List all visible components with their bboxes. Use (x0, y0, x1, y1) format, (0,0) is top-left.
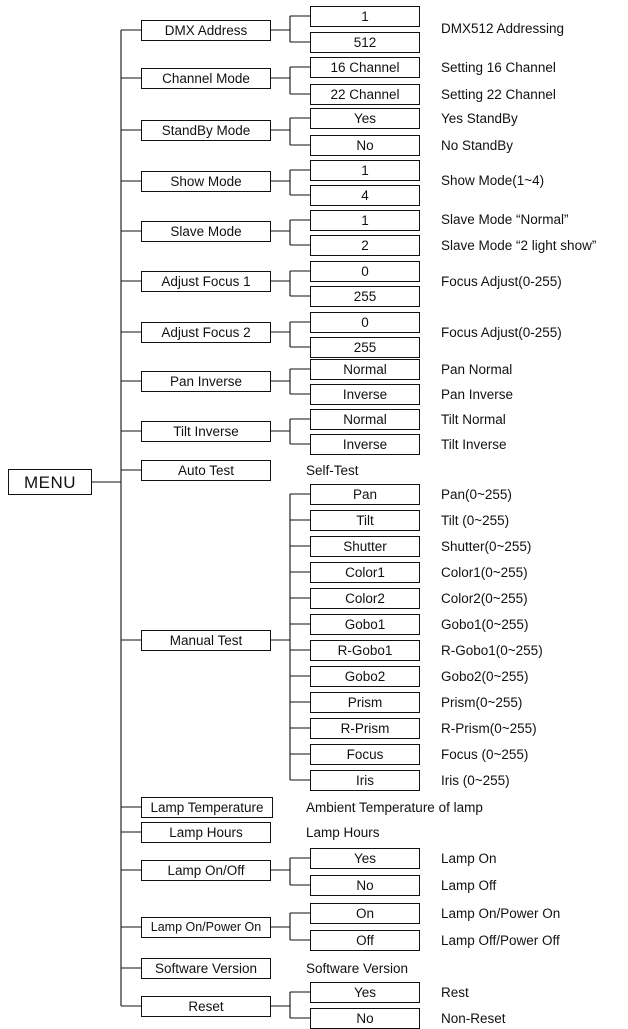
item-reset: Reset (141, 996, 271, 1017)
option-box: Normal (310, 359, 420, 380)
option-box: Focus (310, 744, 420, 765)
option-box: No (310, 875, 420, 896)
description-text: Slave Mode “2 light show” (441, 238, 597, 253)
option-box: Tilt (310, 510, 420, 531)
item-manual-test: Manual Test (141, 630, 271, 651)
option-box: Normal (310, 409, 420, 430)
description-text: Show Mode(1~4) (441, 173, 545, 188)
description-text: Lamp On (441, 851, 497, 866)
item-adjust-focus-1: Adjust Focus 1 (141, 271, 271, 292)
option-box: 512 (310, 32, 420, 53)
option-box: 255 (310, 337, 420, 358)
item-standby-mode: StandBy Mode (141, 120, 271, 141)
option-box: 4 (310, 185, 420, 206)
option-box: Pan (310, 484, 420, 505)
option-box: 1 (310, 210, 420, 231)
option-box: 0 (310, 312, 420, 333)
description-text: Self-Test (306, 463, 359, 478)
option-box: Gobo1 (310, 614, 420, 635)
item-tilt-inverse: Tilt Inverse (141, 421, 271, 442)
option-box: Gobo2 (310, 666, 420, 687)
option-box: Color1 (310, 562, 420, 583)
description-text: R-Gobo1(0~255) (441, 643, 543, 658)
option-box: R-Prism (310, 718, 420, 739)
description-text: Tilt Normal (441, 412, 506, 427)
option-box: Iris (310, 770, 420, 791)
item-dmx-address: DMX Address (141, 20, 271, 41)
item-channel-mode: Channel Mode (141, 68, 271, 89)
description-text: Color2(0~255) (441, 591, 528, 606)
option-box: No (310, 135, 420, 156)
description-text: Focus Adjust(0-255) (441, 325, 562, 340)
option-box: Off (310, 930, 420, 951)
item-lamp-hours: Lamp Hours (141, 822, 271, 843)
description-text: Pan Normal (441, 362, 513, 377)
description-text: Lamp Off/Power Off (441, 933, 560, 948)
description-text: Slave Mode “Normal” (441, 212, 569, 227)
option-box: 1 (310, 160, 420, 181)
item-auto-test: Auto Test (141, 460, 271, 481)
description-text: Ambient Temperature of lamp (306, 800, 483, 815)
option-box: Shutter (310, 536, 420, 557)
option-box: Yes (310, 982, 420, 1003)
description-text: Focus (0~255) (441, 747, 529, 762)
description-text: Tilt (0~255) (441, 513, 510, 528)
option-box: Inverse (310, 384, 420, 405)
description-text: Color1(0~255) (441, 565, 528, 580)
option-box: R-Gobo1 (310, 640, 420, 661)
option-box: Inverse (310, 434, 420, 455)
description-text: R-Prism(0~255) (441, 721, 537, 736)
description-text: Lamp Off (441, 878, 497, 893)
description-text: Setting 16 Channel (441, 60, 556, 75)
description-text: Shutter(0~255) (441, 539, 532, 554)
item-lamp-temperature: Lamp Temperature (141, 797, 273, 818)
description-text: Prism(0~255) (441, 695, 523, 710)
description-text: Lamp On/Power On (441, 906, 561, 921)
item-lamp-on-power-on: Lamp On/Power On (141, 917, 271, 938)
option-box: Color2 (310, 588, 420, 609)
description-text: Yes StandBy (441, 111, 518, 126)
description-text: Focus Adjust(0-255) (441, 274, 562, 289)
option-box: Yes (310, 108, 420, 129)
item-software-version: Software Version (141, 958, 271, 979)
option-box: No (310, 1008, 420, 1029)
option-box: 1 (310, 6, 420, 27)
item-slave-mode: Slave Mode (141, 221, 271, 242)
item-pan-inverse: Pan Inverse (141, 371, 271, 392)
description-text: Iris (0~255) (441, 773, 510, 788)
description-text: No StandBy (441, 138, 514, 153)
option-box: Yes (310, 848, 420, 869)
menu-root-box: MENU (8, 469, 92, 495)
description-text: Lamp Hours (306, 825, 380, 840)
option-box: 2 (310, 235, 420, 256)
description-text: Tilt Inverse (441, 437, 507, 452)
description-text: Pan Inverse (441, 387, 514, 402)
description-text: Rest (441, 985, 469, 1000)
description-text: Gobo2(0~255) (441, 669, 529, 684)
description-text: Pan(0~255) (441, 487, 512, 502)
item-lamp-on-off: Lamp On/Off (141, 860, 271, 881)
item-adjust-focus-2: Adjust Focus 2 (141, 322, 271, 343)
option-box: On (310, 903, 420, 924)
description-text: Non-Reset (441, 1011, 506, 1026)
description-text: DMX512 Addressing (441, 21, 565, 36)
option-box: 22 Channel (310, 84, 420, 105)
option-box: 16 Channel (310, 57, 420, 78)
option-box: 0 (310, 261, 420, 282)
option-box: Prism (310, 692, 420, 713)
option-box: 255 (310, 286, 420, 307)
description-text: Setting 22 Channel (441, 87, 556, 102)
description-text: Software Version (306, 961, 409, 976)
item-show-mode: Show Mode (141, 171, 271, 192)
description-text: Gobo1(0~255) (441, 617, 529, 632)
